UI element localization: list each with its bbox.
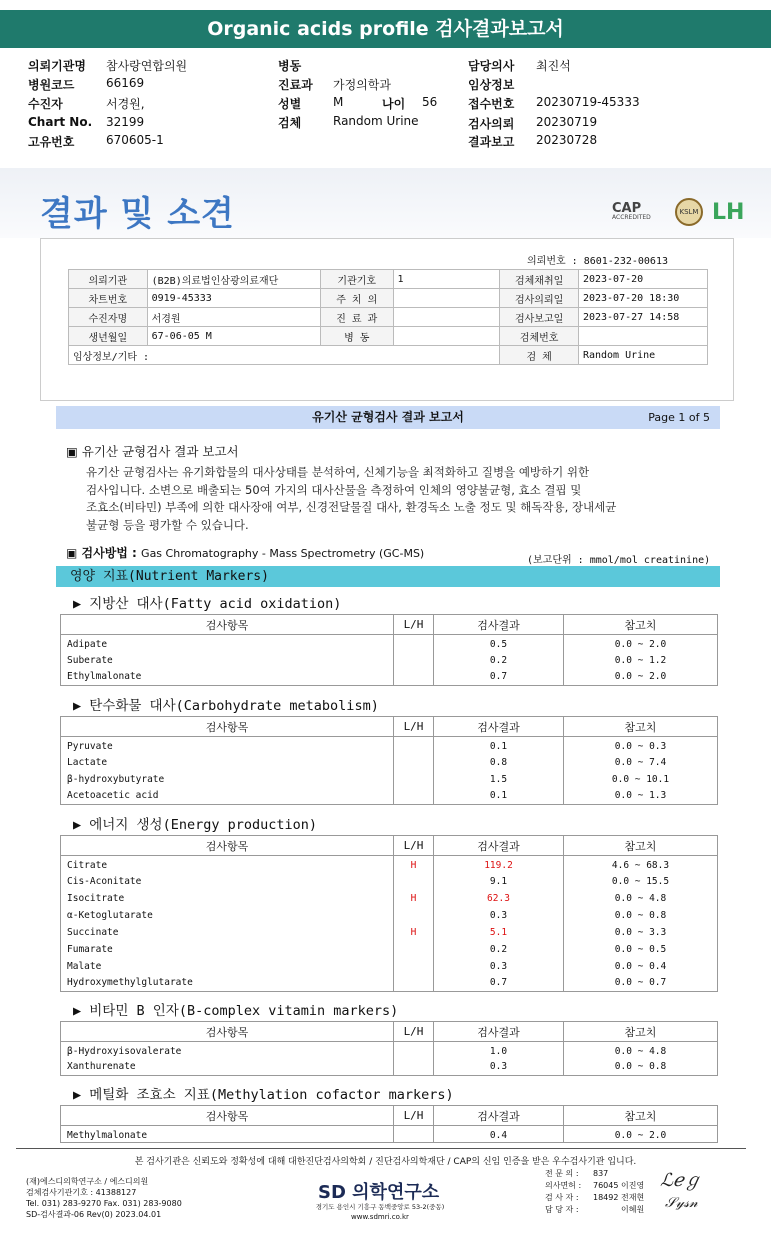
header-label: 결과보고 — [468, 135, 515, 149]
analyte-name: Acetoacetic acid — [61, 788, 394, 805]
result-value: 0.4 — [434, 1126, 564, 1143]
header-label: 수진자 — [28, 97, 63, 111]
lh-flag — [394, 771, 434, 788]
patient-value: 2023-07-20 — [578, 270, 707, 289]
reference-range: 0.0 ~ 2.0 — [564, 635, 718, 652]
cap-logo: CAP ACCREDITED — [612, 201, 651, 221]
header-value: Random Urine — [333, 114, 419, 128]
patient-label: 의뢰기관 — [69, 270, 148, 289]
report-heading: 유기산 균형검사 결과 보고서 — [312, 410, 464, 424]
reference-range: 0.0 ~ 3.3 — [564, 924, 718, 941]
result-value: 0.3 — [434, 958, 564, 975]
table-row-isocitrate — [61, 890, 718, 907]
lab-line: SD-검사결과-06 Rev(0) 2023.04.01 — [26, 1210, 162, 1219]
lh-flag — [394, 975, 434, 992]
lh-flag — [394, 788, 434, 805]
doctor-row — [545, 1180, 644, 1192]
header-label: 병원코드 — [28, 78, 75, 92]
reference-range: 0.0 ~ 0.5 — [564, 941, 718, 958]
description-line: 조효소(비타민) 부족에 의한 대사장애 여부, 신경전달물질 대사, 환경독소 노출 정도 및 해독작용, 장내세균 — [86, 500, 617, 514]
result-value: 119.2 — [434, 856, 564, 873]
header-value: 32199 — [106, 115, 145, 129]
header-label: 담당의사 — [468, 59, 515, 73]
lh-flag: H — [394, 924, 434, 941]
header-label: 검사의뢰 — [468, 117, 515, 131]
patient-row — [69, 327, 708, 346]
table-row-adipate — [61, 635, 718, 652]
lab-line: 검체검사기관기호 : 41388127 — [26, 1188, 137, 1197]
lh-flag — [394, 652, 434, 669]
reference-range: 0.0 ~ 2.0 — [564, 669, 718, 686]
result-table — [60, 716, 718, 805]
patient-cell: 임상정보/기타 : — [69, 346, 500, 365]
patient-label: 기관기호 — [320, 270, 393, 289]
table-row-pyruvate — [61, 737, 718, 754]
lab-address: 경기도 용인시 기흥구 동백중앙로 53-2(중동) www.sdmri.co.kr — [315, 1203, 445, 1221]
page-number: Page 1 of 5 — [648, 411, 710, 424]
header-value: M — [333, 95, 344, 109]
description-line: 불균형 등을 평가할 수 있습니다. — [86, 517, 249, 532]
lh-flag — [394, 737, 434, 754]
result-value: 0.1 — [434, 788, 564, 805]
doctor-name: 전재현 — [621, 1193, 645, 1202]
section-heading: ▶ 에너지 생성(Energy production) — [73, 817, 318, 833]
lh-logo: LH — [712, 200, 745, 225]
analyte-name: Hydroxymethylglutarate — [61, 975, 394, 992]
analyte-name: Methylmalonate — [61, 1126, 394, 1143]
lh-flag — [394, 1059, 434, 1076]
section-heading: ▶ 비타민 B 인자(B-complex vitamin markers) — [73, 1003, 399, 1019]
table-row-succinate — [61, 924, 718, 941]
analyte-name: Fumarate — [61, 941, 394, 958]
column-header: L/H — [394, 836, 434, 856]
analyte-name: Lactate — [61, 754, 394, 771]
header-label: 고유번호 — [28, 135, 75, 149]
report-unit: (보고단위 : mmol/mol creatinine) — [527, 555, 711, 566]
header-value: 66169 — [106, 76, 145, 90]
table-row-hydroxyisovalerate — [61, 1042, 718, 1059]
doctor-name: 이진영 — [621, 1181, 645, 1190]
lh-flag — [394, 635, 434, 652]
result-table — [60, 1105, 718, 1143]
signature-2: 𝒮𝓎𝓈𝓃 — [665, 1195, 698, 1211]
header-value: 가정의학과 — [333, 78, 391, 92]
result-value: 0.7 — [434, 975, 564, 992]
section-heading: ▶ 메틸화 조효소 지표(Methylation cofactor markers) — [73, 1087, 454, 1103]
header-label: 의뢰기관명 — [28, 59, 86, 73]
result-value: 9.1 — [434, 873, 564, 890]
column-header: 검사항목 — [61, 615, 394, 635]
table-row-acetoacetic-acid — [61, 788, 718, 805]
patient-label: 생년월일 — [69, 327, 148, 346]
analyte-name: β-Hydroxyisovalerate — [61, 1042, 394, 1059]
doctor-number: 18492 — [593, 1193, 619, 1202]
analyte-name: Pyruvate — [61, 737, 394, 754]
reference-range: 0.0 ~ 4.8 — [564, 1042, 718, 1059]
doctor-number: 76045 — [593, 1181, 619, 1190]
result-value: 0.1 — [434, 737, 564, 754]
patient-value: Random Urine — [578, 346, 707, 365]
doctor-row — [545, 1204, 644, 1216]
analyte-name: Cis-Aconitate — [61, 873, 394, 890]
reference-range: 0.0 ~ 2.0 — [564, 1126, 718, 1143]
lh-flag — [394, 907, 434, 924]
reference-range: 0.0 ~ 1.2 — [564, 652, 718, 669]
table-row-citrate — [61, 856, 718, 873]
test-method: ▣ 검사방법 : Gas Chromatography - Mass Spectrometry (GC-MS) — [66, 546, 425, 560]
column-header: 검사결과 — [434, 1022, 564, 1042]
description-line: 유기산 균형검사는 유기화합물의 대사상태를 분석하여, 신체기능을 최적화하고 질병을 예방하기 위한 — [86, 465, 590, 479]
doctor-label: 담 당 자 : — [545, 1205, 579, 1214]
header-value: 최진석 — [536, 59, 571, 73]
registration-number: 의뢰번호 : 8601-232-00613 — [527, 256, 668, 267]
patient-label: 차트번호 — [69, 289, 148, 308]
column-header: 검사항목 — [61, 1022, 394, 1042]
result-table — [60, 614, 718, 686]
reference-range: 0.0 ~ 0.7 — [564, 975, 718, 992]
signature-1: ℒℯℊ — [660, 1170, 702, 1191]
result-value: 0.7 — [434, 669, 564, 686]
header-value: 20230728 — [536, 133, 598, 147]
patient-label: 검 체 — [500, 346, 579, 365]
patient-row — [69, 289, 708, 308]
patient-value: 2023-07-27 14:58 — [578, 308, 707, 327]
section-heading: ▶ 탄수화물 대사(Carbohydrate metabolism) — [73, 698, 379, 714]
section-title: ▣ 유기산 균형검사 결과 보고서 — [66, 444, 239, 459]
table-row-suberate — [61, 652, 718, 669]
header-label: 접수번호 — [468, 97, 515, 111]
column-header: L/H — [394, 1106, 434, 1126]
column-header: 검사결과 — [434, 717, 564, 737]
analyte-name: Malate — [61, 958, 394, 975]
patient-row — [69, 270, 708, 289]
header-value: 20230719-45333 — [536, 95, 640, 109]
table-row-hydroxymethylglutarate — [61, 975, 718, 992]
patient-value: 서경원 — [147, 308, 320, 327]
patient-label: 주 치 의 — [320, 289, 393, 308]
result-value: 0.2 — [434, 941, 564, 958]
section-heading: ▶ 지방산 대사(Fatty acid oxidation) — [73, 596, 342, 612]
table-row-ketoglutarate — [61, 907, 718, 924]
header-label: 진료과 — [278, 78, 313, 92]
table-row-malate — [61, 958, 718, 975]
table-row-cis-aconitate — [61, 873, 718, 890]
analyte-name: Isocitrate — [61, 890, 394, 907]
patient-table — [68, 269, 708, 365]
analyte-name: Xanthurenate — [61, 1059, 394, 1076]
doctor-row — [545, 1168, 644, 1180]
doctor-label: 전 문 의 : — [545, 1169, 579, 1178]
analyte-name: Suberate — [61, 652, 394, 669]
column-header: 검사결과 — [434, 615, 564, 635]
patient-value: 67-06-05 M — [147, 327, 320, 346]
patient-row — [69, 346, 708, 365]
patient-label: 진 료 과 — [320, 308, 393, 327]
reference-range: 0.0 ~ 0.4 — [564, 958, 718, 975]
lh-flag — [394, 1126, 434, 1143]
patient-value — [393, 327, 500, 346]
patient-label: 검사보고일 — [500, 308, 579, 327]
lab-line: Tel. 031) 283-9270 Fax. 031) 283-9080 — [26, 1199, 182, 1208]
header-label: 검체 — [278, 116, 302, 130]
column-header: 참고치 — [564, 1022, 718, 1042]
column-header: 참고치 — [564, 717, 718, 737]
result-value: 0.8 — [434, 754, 564, 771]
reference-range: 4.6 ~ 68.3 — [564, 856, 718, 873]
lh-flag — [394, 941, 434, 958]
result-value: 1.5 — [434, 771, 564, 788]
header-label: 성별 — [278, 97, 302, 111]
result-value: 0.5 — [434, 635, 564, 652]
result-value: 0.3 — [434, 1059, 564, 1076]
doctor-row — [545, 1192, 644, 1204]
age-value: 56 — [422, 95, 438, 109]
column-header: L/H — [394, 717, 434, 737]
result-table — [60, 1021, 718, 1076]
reference-range: 0.0 ~ 15.5 — [564, 873, 718, 890]
header-value: 서경원, — [106, 97, 145, 111]
patient-value: (B2B)의료법인삼광의료재단 — [147, 270, 320, 289]
reference-range: 0.0 ~ 4.8 — [564, 890, 718, 907]
lh-flag: H — [394, 890, 434, 907]
patient-label: 검사의뢰일 — [500, 289, 579, 308]
analyte-name: Adipate — [61, 635, 394, 652]
doctor-number: 837 — [593, 1169, 609, 1178]
report-title: Organic acids profile 검사결과보고서 — [0, 10, 771, 48]
analyte-name: α-Ketoglutarate — [61, 907, 394, 924]
patient-value: 0919-45333 — [147, 289, 320, 308]
description-line: 검사입니다. 소변으로 배출되는 50여 가지의 대사산물을 측정하여 인체의 영양불균형, 효소 결핍 및 — [86, 482, 582, 497]
patient-label: 수진자명 — [69, 308, 148, 327]
result-value: 0.2 — [434, 652, 564, 669]
lh-flag — [394, 1042, 434, 1059]
column-header: 검사결과 — [434, 1106, 564, 1126]
patient-label: 병 동 — [320, 327, 393, 346]
column-header: 참고치 — [564, 615, 718, 635]
lh-flag — [394, 958, 434, 975]
column-header: L/H — [394, 1022, 434, 1042]
result-value: 1.0 — [434, 1042, 564, 1059]
patient-label: 검체번호 — [500, 327, 579, 346]
lh-flag — [394, 754, 434, 771]
header-value: 670605-1 — [106, 133, 164, 147]
lh-flag — [394, 873, 434, 890]
header-value: 참사랑연합의원 — [106, 59, 188, 73]
result-value: 62.3 — [434, 890, 564, 907]
certification-note: 본 검사기관은 신뢰도와 정확성에 대해 대한진단검사의학회 / 진단검사의학재단 / CAP의 신임 인증을 받은 우수검사기관 입니다. — [134, 1157, 637, 1167]
table-row-xanthurenate — [61, 1059, 718, 1076]
header-value: 20230719 — [536, 115, 598, 129]
analyte-name: Ethylmalonate — [61, 669, 394, 686]
column-header: L/H — [394, 615, 434, 635]
doctor-name: 이혜원 — [621, 1205, 645, 1214]
reference-range: 0.0 ~ 7.4 — [564, 754, 718, 771]
reference-range: 0.0 ~ 10.1 — [564, 771, 718, 788]
column-header: 검사항목 — [61, 836, 394, 856]
table-row-fumarate — [61, 941, 718, 958]
analyte-name: Citrate — [61, 856, 394, 873]
column-header: 검사결과 — [434, 836, 564, 856]
header-label: 병동 — [278, 59, 302, 73]
column-header: 참고치 — [564, 1106, 718, 1126]
age-label: 나이 — [382, 97, 406, 111]
patient-value: 1 — [393, 270, 500, 289]
patient-row — [69, 308, 708, 327]
report-heading-bar — [56, 406, 720, 429]
result-table — [60, 835, 718, 992]
lab-info — [26, 1176, 182, 1220]
kslm-seal-icon: KSLM — [675, 198, 703, 226]
reference-range: 0.0 ~ 0.3 — [564, 737, 718, 754]
column-header: 검사항목 — [61, 1106, 394, 1126]
doctor-label: 의사면허 : — [545, 1181, 582, 1190]
lh-flag: H — [394, 856, 434, 873]
patient-value: 2023-07-20 18:30 — [578, 289, 707, 308]
nutrient-markers-title: 영양 지표(Nutrient Markers) — [56, 566, 720, 587]
analyte-name: β-hydroxybutyrate — [61, 771, 394, 788]
patient-value — [393, 308, 500, 327]
column-header: 검사항목 — [61, 717, 394, 737]
description — [86, 464, 716, 534]
table-row-methylmalonate — [61, 1126, 718, 1143]
patient-value — [393, 289, 500, 308]
column-header: 참고치 — [564, 836, 718, 856]
lh-flag — [394, 669, 434, 686]
table-row-ethylmalonate — [61, 669, 718, 686]
patient-label: 검체채취일 — [500, 270, 579, 289]
footer-divider — [16, 1148, 746, 1149]
reference-range: 0.0 ~ 0.8 — [564, 907, 718, 924]
sd-logo: SD 의학연구소 — [318, 1182, 440, 1203]
table-row-lactate — [61, 754, 718, 771]
result-title: 결과 및 소견 — [40, 194, 235, 234]
patient-value — [578, 327, 707, 346]
result-value: 0.3 — [434, 907, 564, 924]
reference-range: 0.0 ~ 0.8 — [564, 1059, 718, 1076]
lab-line: (재)에스디의학연구소 / 에스디의원 — [26, 1177, 149, 1186]
doctor-list — [545, 1168, 644, 1216]
reference-range: 0.0 ~ 1.3 — [564, 788, 718, 805]
analyte-name: Succinate — [61, 924, 394, 941]
doctor-label: 검 사 자 : — [545, 1193, 579, 1202]
header-label: Chart No. — [28, 115, 93, 129]
table-row-hydroxybutyrate — [61, 771, 718, 788]
result-value: 5.1 — [434, 924, 564, 941]
header-label: 임상정보 — [468, 78, 515, 92]
